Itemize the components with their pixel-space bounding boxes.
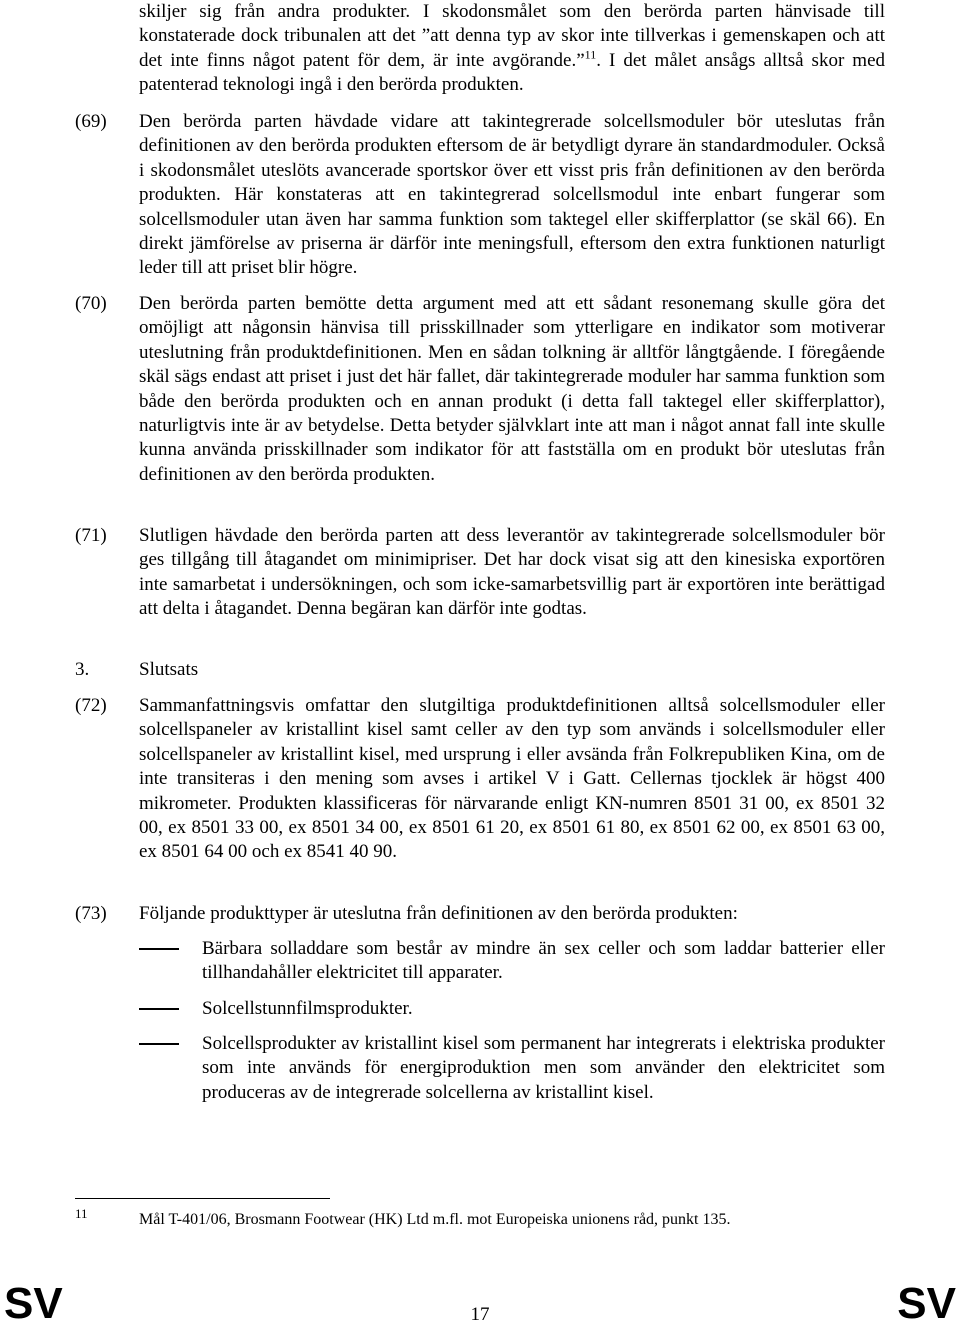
paragraph-number: (69) [75, 111, 107, 132]
section-title: Slutsats [139, 659, 199, 680]
exclusion-text: Solcellstunnfilmsprodukter. [202, 998, 413, 1019]
footnote-divider [75, 1198, 330, 1199]
paragraph-number: (73) [75, 903, 107, 924]
footnote-text: Mål T-401/06, Brosmann Footwear (HK) Ltd m.fl. mot Europeiska unionens råd, punkt 135. [139, 1211, 731, 1228]
continuation-text-before: skiljer sig från andra produkter. I skodonsmålet som den berörda parten hänvisade till konstaterade dock tribunalen att det ”att denna typ av skor inte tillverkas i gemenskapen och att det inte finns något patent för dem, är inte avgörande.” [139, 1, 885, 71]
paragraph-number: (70) [75, 293, 107, 314]
dash-bullet [139, 1043, 179, 1045]
exclusion-text: Bärbara solladdare som består av mindre än sex celler och som laddar batterier eller tillhandahåller elektricitet till apparater. [202, 938, 885, 984]
paragraph-text: Den berörda parten bemötte detta argument med att ett sådant resonemang skulle göra det omöjligt att någonsin hänvisa till prisskillnader som ytterligare en indikator som motiverar uteslutning från produktdefinitionen. Men en sådan tolkning är alltför långtgående. I föregående skäl sägs endast att priset i just det här fallet, där takintegrerade moduler har samma funktion som både den berörda produkten och en annan produkt (i detta fall taktegel eller skifferplattor), naturligtvis inte är av betydelse. Detta betyder självklart inte att man i något annat fall inte skulle kunna använda prisskillnader som indikator för att fastställa om en produkt bör uteslutas från definitionen av den berörda produkten. [139, 293, 885, 485]
page-number: 17 [470, 1304, 490, 1325]
exclusion-text: Solcellsprodukter av kristallint kisel som permanent har integrerats i elektriska produkter som inte används för energiproduktion men som använder den elektricitet som produceras av de integrerade solcellerna av kristallint kisel. [202, 1033, 885, 1103]
paragraph-text: Den berörda parten hävdade vidare att takintegrerade solcellsmoduler bör uteslutas från definitionen av den berörda produkten eftersom de är betydligt dyrare än standardmoduler. Också i skodonsmålet uteslöts avancerade sportskor över ett visst pris från definitionen av den berörda produkten. Här konstateras att en takintegrerad solcellsmodul inte enbart fungerar som solcellsmoduler utan även har samma funktion som taktegel eller skifferplattor (se skäl 66). En direkt jämförelse av priserna är därför inte meningsfull, eftersom den extra funktionen naturligt leder till att priset blir högre. [139, 111, 885, 279]
section-number: 3. [75, 659, 90, 680]
footnote-number: 11 [75, 1206, 88, 1221]
paragraph-number: (71) [75, 525, 107, 546]
dash-bullet [139, 948, 179, 950]
language-code-left: SV [4, 1279, 63, 1328]
paragraph-text: Slutligen hävdade den berörda parten att dess leverantör av takintegrerade solcellsmoduler bör ges tillgång till åtagandet om minimipriser. Det har dock visat sig att den kinesiska exportören inte samarbetat i undersökningen, och som icke-samarbetsvillig part är exportören inte berättigad att delta i åtagandet. Denna begäran kan därför inte godtas. [139, 525, 885, 620]
paragraph-text: Sammanfattningsvis omfattar den slutgiltiga produktdefinitionen alltså solcellsmoduler eller solcellspaneler av kristallint kisel samt celler av den typ som används i solcellsmoduler eller solcellspaneler av kristallint kisel, med ursprung i eller avsända från Folkrepubliken Kina, om de inte transiteras i den mening som avses i artikel V i Gatt. Cellernas tjocklek är högst 400 mikrometer. Produkten klassificeras för närvarande enligt KN-numren 8501 31 00, ex 8501 32 00, ex 8501 33 00, ex 8501 34 00, ex 8501 61 20, ex 8501 61 80, ex 8501 62 00, ex 8501 63 00, ex 8501 64 00 och ex 8541 40 90. [139, 695, 885, 863]
footnote-reference[interactable]: 11 [584, 47, 597, 62]
language-code-right: SV [897, 1279, 956, 1328]
paragraph-number: (72) [75, 695, 107, 716]
continuation-text-after: . I det målet ansågs alltså skor med patenterad teknologi ingå i den berörda produkten. [139, 49, 885, 96]
dash-bullet [139, 1008, 179, 1010]
paragraph-text: Följande produkttyper är uteslutna från definitionen av den berörda produkten: [139, 903, 738, 924]
continuation-paragraph [139, 0, 885, 98]
